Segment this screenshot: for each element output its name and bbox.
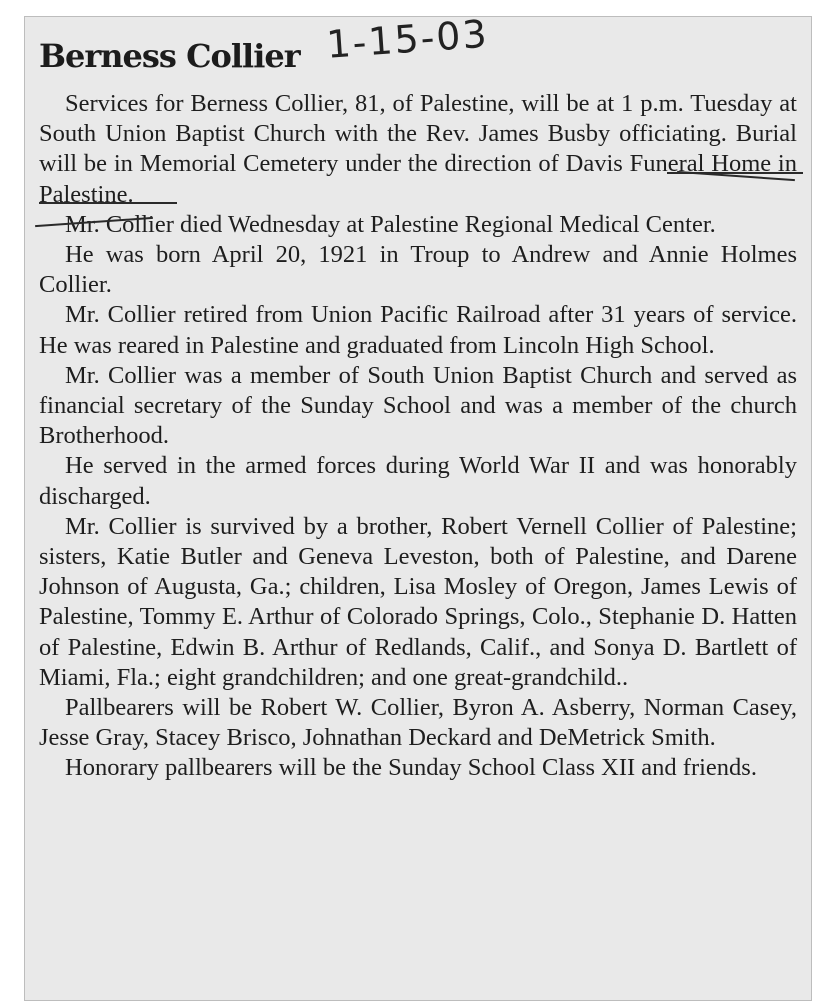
paragraph-birth: He was born April 20, 1921 in Troup to Andrew and Annie Holmes Collier. <box>39 241 797 299</box>
paragraph-military: He served in the armed forces during World War II and was honorably discharged. <box>39 452 797 510</box>
obituary-headline: Berness Collier <box>39 37 300 75</box>
paragraph-career: Mr. Collier retired from Union Pacific Railroad after 31 years of service. He was reared in Palestine and graduated from Lincoln High School. <box>39 301 797 359</box>
paragraph-church: Mr. Collier was a member of South Union Baptist Church and served as financial secretary of the Sunday School and was a member of the church Brotherhood. <box>39 361 797 450</box>
obituary-body <box>39 89 797 784</box>
newspaper-clipping <box>24 11 812 1001</box>
paragraph-services: Services for Berness Collier, 81, of Palestine, will be at 1 p.m. Tuesday at South Union Baptist Church with the Rev. James Busby officiating. Burial will be in Memorial Cemetery under the direction of Davis Funeral Home in Palestine. <box>39 90 797 208</box>
handwritten-date: 1-15-03 <box>325 11 490 67</box>
paragraph-death: Mr. Collier died Wednesday at Palestine Regional Medical Center. <box>65 210 716 238</box>
pen-underline-cemetery <box>39 202 177 204</box>
paragraph-survivors: Mr. Collier is survived by a brother, Robert Vernell Collier of Palestine; sisters, Katie Butler and Geneva Leveston, both of Palestine, and Darene Johnson of Augusta, Ga.; children, Lisa Mosley of Oregon, James Lewis of Palestine, Tommy E. Arthur of Colorado Springs, Colo., Stephanie D. Hatten of Palestine, Edwin B. Arthur of Redlands, Calif., and Sonya D. Bartlett of Miami, Fla.; eight grandchildren; and one great-grandchild.. <box>39 512 797 691</box>
paragraph-pallbearers: Pallbearers will be Robert W. Collier, Byron A. Asberry, Norman Casey, Jesse Gray, Stacey Brisco, Johnathan Deckard and DeMetrick Smith. <box>39 694 797 752</box>
paragraph-honorary-pallbearers: Honorary pallbearers will be the Sunday School Class XII and friends. <box>65 754 757 782</box>
